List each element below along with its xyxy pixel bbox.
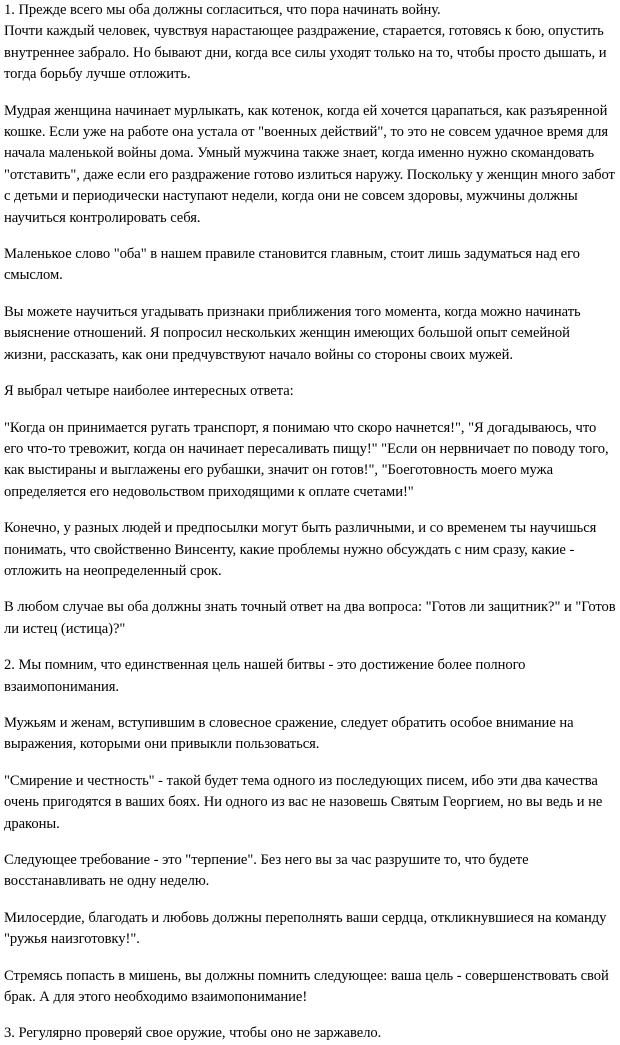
paragraph-spacer [4, 951, 616, 966]
paragraph-rule-3: 3. Регулярно проверяй свое оружие, чтобы оно не заржавело. [4, 1025, 382, 1042]
paragraph-spacer [4, 835, 616, 850]
paragraph-rule-2: 2. Мы помним, что единственная цель нашей битвы - это достижение более полного взаимопонимания. [4, 657, 526, 695]
paragraph-spacer [4, 756, 616, 771]
paragraph-inner-visor: Почти каждый человек, чувствуя нарастающее раздражение, старается, готовясь к бою, опустить внутреннее забрало. Но бывают дни, когда все силы уходят только на то, чтобы просто дышать, и тогда борьбу лучше отложить. [4, 23, 607, 83]
paragraph-spacer [4, 403, 616, 418]
paragraph-humility-honesty: "Смирение и честность" - такой будет тема одного из последующих писем, ибо эти два качества очень пригодятся в ваших боях. Ни одного из вас не назовешь Святым Георгием, но вы ведь и не драконы. [4, 772, 603, 832]
paragraph-expressions: Мужьям и женам, вступившим в словесное сражение, следует обратить особое внимание на выражения, которыми они привыкли пользоваться. [4, 714, 574, 753]
paragraph-spacer [4, 582, 616, 597]
paragraph-patience: Следующее требование - это "терпение". Без него вы за час разрушите то, что будете восстанавливать не одну неделю. [4, 852, 529, 890]
paragraph-spacer [4, 503, 616, 518]
paragraph-word-both: Маленькое слово "оба" в нашем правиле становится главным, стоит лишь задуматься над его смыслом. [4, 246, 580, 284]
paragraph-two-questions: В любом случае вы оба должны знать точный ответ на два вопроса: "Готов ли защитник?" и "Готов ли истец (истица)?" [4, 599, 616, 637]
paragraph-mercy: Милосердие, благодать и любовь должны переполнять ваши сердца, откликнувшиеся на команду "ружья наизготовку!". [4, 909, 607, 948]
paragraph-signs: Вы можете научиться угадывать признаки приближения того момента, когда можно начинать выяснение отношений. Я попросил нескольких женщин имеющих большой опыт семейной жизни, рассказать, как они предчувствуют начало войны со стороны своих мужей. [4, 303, 581, 363]
paragraph-target: Стремясь попасть в мишень, вы должны помнить следующее: ваша цель - совершенствовать свой брак. А для этого необходимо взаимопонимание! [4, 967, 609, 1006]
paragraph-four-answers: Я выбрал четыре наиболее интересных ответа: [4, 383, 294, 400]
paragraph-vincent: Конечно, у разных людей и предпосылки могут быть различными, и со временем ты научишься понимать, что свойственно Винсенту, какие проблемы нужно обсуждать с ним сразу, какие - отложить на неопределенный срок. [4, 520, 597, 579]
paragraph-spacer [4, 287, 616, 302]
paragraph-spacer [4, 893, 616, 908]
paragraph-spacer [4, 86, 616, 101]
document-page [4, 0, 616, 1045]
paragraph-spacer [4, 229, 616, 244]
paragraph-spacer [4, 640, 616, 655]
paragraph-spacer [4, 1008, 616, 1023]
paragraph-spacer [4, 698, 616, 713]
paragraph-rule-1-heading: 1. Прежде всего мы оба должны согласиться, что пора начинать войну. [4, 2, 441, 18]
paragraph-spacer [4, 366, 616, 381]
paragraph-wise-woman: Мудрая женщина начинает мурлыкать, как котенок, когда ей хочется царапаться, как разъяренной кошке. Если уже на работе она устала от "военных действий", то это не совсем удачное время для начала маленькой войны дома. Умный мужчина также знает, когда именно нужно скомандовать "отставить", даже если его раздражение готово излиться наружу. Поскольку у женщин много забот с детьми и периодически наступают недели, когда они не совсем здоровы, мужчины должны научиться контролировать себя. [4, 102, 615, 226]
paragraph-quotes: "Когда он принимается ругать транспорт, я понимаю что скоро начнется!", "Я догадываюсь, что его что-то тревожит, когда он начинает пересаливать пищу!" "Если он нервничает по поводу того, как выстираны и выглажены его рубашки, значит он готов!", "Боеготовность моего мужа определяется его недовольством приходящими к оплате счетами!" [4, 419, 609, 500]
